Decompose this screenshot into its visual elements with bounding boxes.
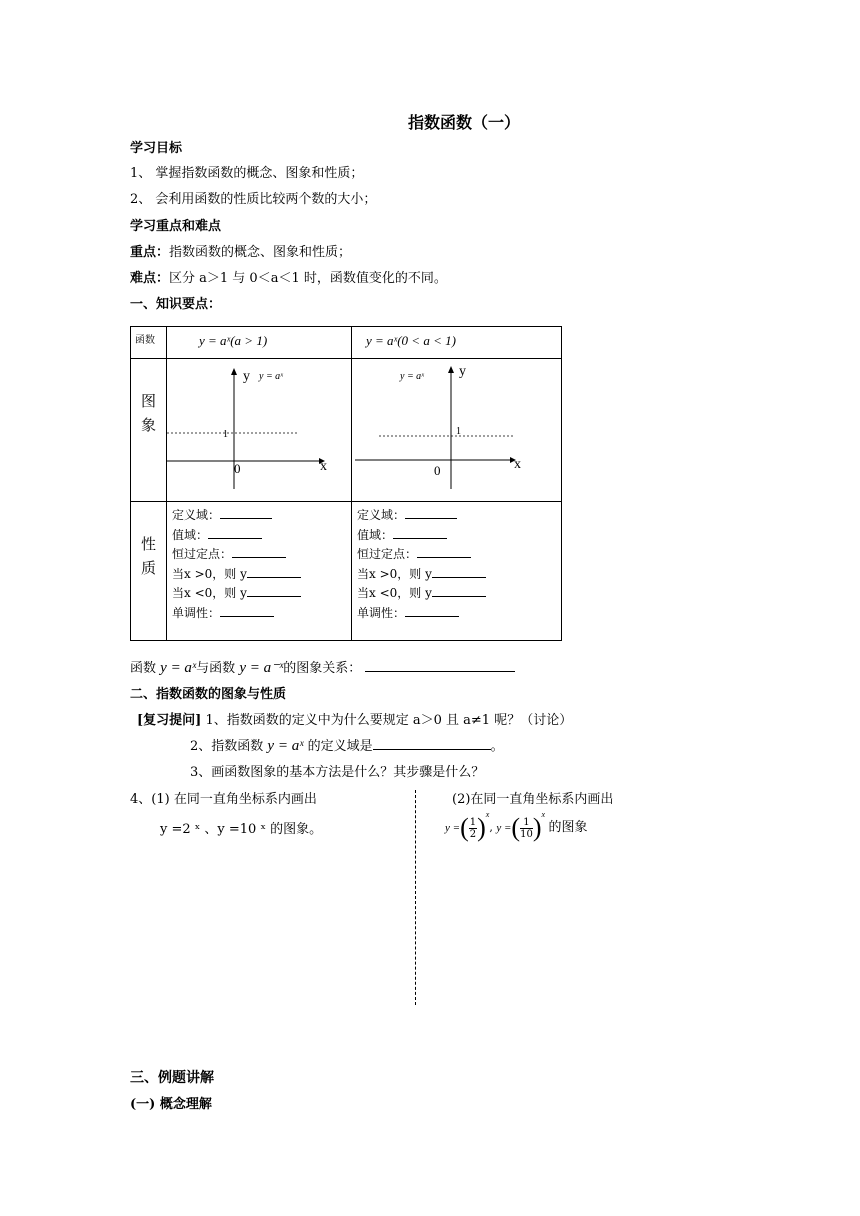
difficulty-label: 难点： <box>130 271 170 286</box>
prop-fixed-point: 恒过定点： <box>172 545 351 565</box>
section-graph-properties: 二、指数函数的图象与性质 <box>130 687 287 702</box>
answer-blank[interactable] <box>417 546 471 558</box>
prop-domain: 定义域： <box>357 506 561 526</box>
answer-blank[interactable] <box>405 507 457 519</box>
row-label-graph: 图 象 <box>131 359 167 502</box>
y-axis-label: y <box>243 369 250 384</box>
goals-heading: 学习目标 <box>130 141 183 156</box>
subsection-concept: (一) 概念理解 <box>130 1097 212 1112</box>
section-examples: 三、例题讲解 <box>130 1070 214 1086</box>
graph-cell-a-gt-1 <box>167 359 352 502</box>
review-question-3: 3、画函数图象的基本方法是什么？其步骤是什么？ <box>190 765 485 780</box>
section-knowledge: 一、知识要点： <box>130 297 222 312</box>
key-point-line <box>130 241 351 260</box>
prop-domain: 定义域： <box>172 506 351 526</box>
relation-question: 函数 y = aˣ与函数 y = a⁻ˣ的图象关系： <box>130 657 515 677</box>
curve-label: y = aˣ <box>400 371 425 382</box>
prop-x-negative: 当x <0，则 y <box>172 584 351 604</box>
answer-blank[interactable] <box>365 660 515 672</box>
review-label: [复习提问] <box>137 713 202 728</box>
page-title: 指数函数（一） <box>408 113 521 132</box>
answer-blank[interactable] <box>220 507 272 519</box>
goal-item: 1、 掌握指数函数的概念、图象和性质； <box>130 166 364 181</box>
answer-blank[interactable] <box>432 585 486 597</box>
difficulty-line <box>130 267 447 286</box>
graph-a-gt-1 <box>167 359 351 497</box>
answer-blank[interactable] <box>247 566 301 578</box>
key-label: 重点： <box>130 245 170 260</box>
function-table <box>130 326 562 641</box>
keypoints-heading: 学习重点和难点 <box>130 219 222 234</box>
q4-left-line2: y =2 ˣ 、y =10 ˣ 的图象。 <box>160 822 323 837</box>
answer-blank[interactable] <box>208 527 262 539</box>
x-axis-label: x <box>514 457 521 472</box>
column-divider <box>415 790 416 1005</box>
answer-blank[interactable] <box>393 527 447 539</box>
graph-cell-a-lt-1 <box>352 359 562 502</box>
answer-blank[interactable] <box>432 566 486 578</box>
origin-label: 0 <box>434 463 441 478</box>
row-label-properties: 性 质 <box>131 502 167 641</box>
fraction-half: $\frac{1}{2}$ <box>469 816 477 840</box>
answer-blank[interactable] <box>247 585 301 597</box>
answer-blank[interactable] <box>220 605 274 617</box>
review-question-1: [复习提问] 1、指数函数的定义中为什么要规定 a＞0 且 a≠1 呢？（讨论） <box>137 713 573 728</box>
fraction-tenth: $\frac{1}{10}$ <box>520 816 533 840</box>
prop-x-positive: 当x >0，则 y <box>172 565 351 585</box>
origin-label: 0 <box>234 461 241 476</box>
difficulty-text: 区分 a＞1 与 0＜a＜1 时，函数值变化的不同。 <box>169 271 447 286</box>
q4-left-line1: 4、(1) 在同一直角坐标系内画出 <box>130 792 317 807</box>
q4-right-line1: (2)在同一直角坐标系内画出 <box>452 792 614 807</box>
unit-mark: 1 <box>223 429 228 440</box>
answer-blank[interactable] <box>405 605 459 617</box>
y-axis-label: y <box>459 364 466 379</box>
prop-range: 值域： <box>357 526 561 546</box>
goal-item: 2、 会利用函数的性质比较两个数的大小； <box>130 192 377 207</box>
curve-label: y = aˣ <box>259 371 284 382</box>
properties-a-lt-1 <box>352 502 562 641</box>
col2-header: y = aˣ(0 < a < 1) <box>352 327 562 359</box>
properties-a-gt-1 <box>167 502 352 641</box>
col1-header: y = aˣ(a > 1) <box>167 327 352 359</box>
unit-mark: 1 <box>456 426 461 437</box>
graph-a-lt-1 <box>352 359 561 497</box>
table-corner: 函数 <box>131 327 167 359</box>
key-text: 指数函数的概念、图象和性质； <box>169 245 352 260</box>
review-question-2: 2、指数函数 y = aˣ 的定义域是 。 <box>190 738 504 754</box>
prop-range: 值域： <box>172 526 351 546</box>
prop-fixed-point: 恒过定点： <box>357 545 561 565</box>
prop-monotonic: 单调性： <box>172 604 351 624</box>
x-axis-label: x <box>320 459 327 474</box>
q4-right-formulas: y =( $\frac{1}{2}$ )$^x$, y =( $\frac{1}{10}$ )$^x$ 的图象 <box>445 810 588 842</box>
answer-blank[interactable] <box>232 546 286 558</box>
answer-blank[interactable] <box>373 738 491 750</box>
prop-x-negative: 当x <0，则 y <box>357 584 561 604</box>
prop-monotonic: 单调性： <box>357 604 561 624</box>
prop-x-positive: 当x >0，则 y <box>357 565 561 585</box>
